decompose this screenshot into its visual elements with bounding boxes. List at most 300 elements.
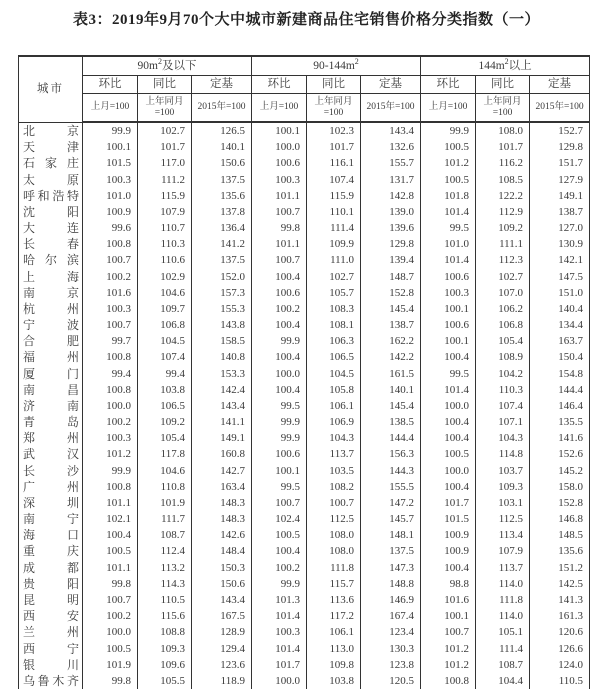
value-cell: 100.3 <box>252 624 307 640</box>
value-cell: 109.8 <box>307 657 361 673</box>
table-row <box>19 673 590 689</box>
value-cell: 99.8 <box>83 673 138 689</box>
metric-header-mom: 环比 <box>421 76 476 94</box>
value-cell: 145.4 <box>361 301 421 317</box>
table-row <box>19 252 590 268</box>
value-cell: 114.0 <box>476 608 530 624</box>
value-cell: 146.9 <box>361 592 421 608</box>
city-cell <box>19 269 83 285</box>
value-cell: 100.7 <box>421 624 476 640</box>
value-cell: 146.4 <box>530 398 590 414</box>
city-name: 郑 州 <box>23 431 79 446</box>
table-row <box>19 479 590 495</box>
table-row <box>19 349 590 365</box>
value-cell: 113.4 <box>476 527 530 543</box>
value-cell: 153.3 <box>192 366 252 382</box>
value-cell: 102.7 <box>138 122 192 139</box>
city-name: 合 肥 <box>23 334 79 349</box>
value-cell: 110.7 <box>138 220 192 236</box>
base-header-prev-year: 上年同月=100 <box>307 94 361 123</box>
value-cell: 101.6 <box>83 285 138 301</box>
city-name: 北 京 <box>23 123 79 138</box>
value-cell: 151.0 <box>530 285 590 301</box>
city-name: 贵 阳 <box>23 576 79 591</box>
value-cell: 151.7 <box>530 155 590 171</box>
group-label-suffix: 以上 <box>508 60 532 72</box>
value-cell: 100.4 <box>421 430 476 446</box>
value-cell: 101.7 <box>307 139 361 155</box>
value-cell: 101.9 <box>138 495 192 511</box>
value-cell: 148.8 <box>361 576 421 592</box>
value-cell: 148.4 <box>192 543 252 559</box>
value-cell: 110.3 <box>138 236 192 252</box>
value-cell: 106.8 <box>138 317 192 333</box>
value-cell: 138.7 <box>530 204 590 220</box>
value-cell: 116.2 <box>476 155 530 171</box>
value-cell: 108.7 <box>476 657 530 673</box>
table-row <box>19 624 590 640</box>
table-row <box>19 285 590 301</box>
value-cell: 142.6 <box>192 527 252 543</box>
group-label-suffix: 及以下 <box>161 60 197 72</box>
value-cell: 100.8 <box>421 673 476 689</box>
value-cell: 150.6 <box>192 576 252 592</box>
city-cell <box>19 463 83 479</box>
value-cell: 109.2 <box>476 220 530 236</box>
value-cell: 110.6 <box>138 252 192 268</box>
value-cell: 140.1 <box>361 382 421 398</box>
table-row <box>19 269 590 285</box>
value-cell: 108.8 <box>138 624 192 640</box>
value-cell: 112.9 <box>476 204 530 220</box>
city-name: 天 津 <box>23 140 79 155</box>
value-cell: 100.0 <box>83 398 138 414</box>
value-cell: 101.9 <box>83 657 138 673</box>
value-cell: 120.5 <box>361 673 421 689</box>
value-cell: 109.9 <box>307 236 361 252</box>
city-name: 太 原 <box>23 172 79 187</box>
value-cell: 148.1 <box>361 527 421 543</box>
value-cell: 100.3 <box>83 301 138 317</box>
city-cell <box>19 172 83 188</box>
value-cell: 100.9 <box>421 527 476 543</box>
value-cell: 103.8 <box>307 673 361 689</box>
value-cell: 127.0 <box>530 220 590 236</box>
base-header-2015: 2015年=100 <box>530 94 590 123</box>
table-header <box>19 56 590 122</box>
city-cell <box>19 641 83 657</box>
value-cell: 100.0 <box>83 624 138 640</box>
value-cell: 111.8 <box>307 560 361 576</box>
square-superscript: 2 <box>504 57 509 67</box>
value-cell: 100.4 <box>252 349 307 365</box>
value-cell: 99.9 <box>252 414 307 430</box>
value-cell: 103.1 <box>476 495 530 511</box>
metric-header-fixed-base: 定基 <box>192 76 252 94</box>
value-cell: 148.3 <box>192 495 252 511</box>
value-cell: 100.1 <box>252 122 307 139</box>
value-cell: 140.8 <box>192 349 252 365</box>
value-cell: 148.3 <box>192 511 252 527</box>
value-cell: 100.3 <box>83 172 138 188</box>
value-cell: 136.4 <box>192 220 252 236</box>
value-cell: 100.2 <box>252 560 307 576</box>
value-cell: 99.9 <box>83 122 138 139</box>
value-cell: 100.7 <box>252 495 307 511</box>
city-cell <box>19 139 83 155</box>
value-cell: 135.5 <box>530 414 590 430</box>
value-cell: 108.0 <box>476 122 530 139</box>
value-cell: 100.4 <box>252 317 307 333</box>
value-cell: 149.1 <box>530 188 590 204</box>
value-cell: 101.1 <box>252 188 307 204</box>
value-cell: 113.7 <box>307 446 361 462</box>
value-cell: 107.9 <box>476 543 530 559</box>
value-cell: 109.2 <box>138 414 192 430</box>
value-cell: 104.2 <box>476 366 530 382</box>
value-cell: 139.0 <box>361 204 421 220</box>
value-cell: 105.4 <box>476 333 530 349</box>
value-cell: 117.0 <box>138 155 192 171</box>
value-cell: 100.2 <box>252 301 307 317</box>
value-cell: 160.8 <box>192 446 252 462</box>
group-label: 90-144m <box>313 60 355 72</box>
value-cell: 110.1 <box>307 204 361 220</box>
table-row <box>19 122 590 139</box>
value-cell: 114.0 <box>476 576 530 592</box>
value-cell: 101.2 <box>421 155 476 171</box>
city-name: 长 春 <box>23 237 79 252</box>
city-cell <box>19 204 83 220</box>
value-cell: 161.5 <box>361 366 421 382</box>
value-cell: 147.2 <box>361 495 421 511</box>
value-cell: 109.3 <box>138 641 192 657</box>
value-cell: 111.2 <box>138 172 192 188</box>
value-cell: 100.4 <box>252 543 307 559</box>
city-cell <box>19 430 83 446</box>
base-header-prev-month: 上月=100 <box>83 94 138 123</box>
city-name: 南 京 <box>23 285 79 300</box>
value-cell: 103.8 <box>138 382 192 398</box>
city-cell <box>19 301 83 317</box>
value-cell: 158.0 <box>530 479 590 495</box>
value-cell: 139.4 <box>361 252 421 268</box>
value-cell: 102.9 <box>138 269 192 285</box>
city-name: 福 州 <box>23 350 79 365</box>
value-cell: 112.5 <box>307 511 361 527</box>
value-cell: 101.8 <box>421 188 476 204</box>
table-row <box>19 333 590 349</box>
value-cell: 157.3 <box>192 285 252 301</box>
base-header-prev-month: 上月=100 <box>421 94 476 123</box>
value-cell: 101.2 <box>421 641 476 657</box>
value-cell: 145.7 <box>361 511 421 527</box>
price-index-table <box>18 55 590 689</box>
city-cell <box>19 414 83 430</box>
table-row <box>19 495 590 511</box>
value-cell: 100.2 <box>83 269 138 285</box>
square-superscript: 2 <box>354 57 359 67</box>
city-name: 济 南 <box>23 398 79 413</box>
city-cell <box>19 155 83 171</box>
value-cell: 144.4 <box>361 430 421 446</box>
value-cell: 137.5 <box>361 543 421 559</box>
value-cell: 143.4 <box>192 592 252 608</box>
table-row <box>19 560 590 576</box>
value-cell: 101.3 <box>252 592 307 608</box>
city-cell <box>19 511 83 527</box>
value-cell: 100.5 <box>83 543 138 559</box>
value-cell: 135.6 <box>530 543 590 559</box>
value-cell: 108.3 <box>307 301 361 317</box>
city-cell <box>19 220 83 236</box>
value-cell: 106.5 <box>307 349 361 365</box>
value-cell: 100.8 <box>83 349 138 365</box>
value-cell: 106.3 <box>307 333 361 349</box>
value-cell: 111.0 <box>307 252 361 268</box>
value-cell: 128.9 <box>192 624 252 640</box>
value-cell: 142.2 <box>361 349 421 365</box>
value-cell: 147.5 <box>530 269 590 285</box>
city-cell <box>19 673 83 689</box>
value-cell: 107.9 <box>138 204 192 220</box>
value-cell: 102.7 <box>476 269 530 285</box>
city-name: 长 沙 <box>23 463 79 478</box>
value-cell: 100.8 <box>83 236 138 252</box>
city-cell <box>19 592 83 608</box>
value-cell: 109.3 <box>476 479 530 495</box>
value-cell: 100.8 <box>83 382 138 398</box>
city-name: 大 连 <box>23 221 79 236</box>
value-cell: 110.5 <box>530 673 590 689</box>
value-cell: 132.6 <box>361 139 421 155</box>
value-cell: 101.4 <box>421 382 476 398</box>
table-row <box>19 317 590 333</box>
city-name: 银 川 <box>23 657 79 672</box>
value-cell: 106.1 <box>307 624 361 640</box>
value-cell: 155.7 <box>361 155 421 171</box>
value-cell: 100.6 <box>252 285 307 301</box>
table-row <box>19 641 590 657</box>
group-header-144-above <box>421 56 590 76</box>
table-row <box>19 527 590 543</box>
value-cell: 142.1 <box>530 252 590 268</box>
value-cell: 167.5 <box>192 608 252 624</box>
value-cell: 141.3 <box>530 592 590 608</box>
value-cell: 99.5 <box>252 398 307 414</box>
value-cell: 100.5 <box>421 446 476 462</box>
city-cell <box>19 527 83 543</box>
city-cell <box>19 317 83 333</box>
value-cell: 100.1 <box>421 301 476 317</box>
value-cell: 101.5 <box>83 155 138 171</box>
value-cell: 100.7 <box>252 204 307 220</box>
value-cell: 134.4 <box>530 317 590 333</box>
value-cell: 163.4 <box>192 479 252 495</box>
city-cell <box>19 446 83 462</box>
city-name: 青 岛 <box>23 415 79 430</box>
value-cell: 101.2 <box>421 657 476 673</box>
value-cell: 110.5 <box>138 592 192 608</box>
group-header-90-and-below <box>83 56 252 76</box>
city-name: 石 家 庄 <box>23 156 79 171</box>
value-cell: 147.3 <box>361 560 421 576</box>
value-cell: 143.8 <box>192 317 252 333</box>
value-cell: 152.8 <box>361 285 421 301</box>
table-row <box>19 543 590 559</box>
value-cell: 101.4 <box>252 641 307 657</box>
value-cell: 108.0 <box>307 543 361 559</box>
value-cell: 100.6 <box>421 317 476 333</box>
value-cell: 152.8 <box>530 495 590 511</box>
value-cell: 126.6 <box>530 641 590 657</box>
value-cell: 150.6 <box>192 155 252 171</box>
value-cell: 100.2 <box>83 608 138 624</box>
value-cell: 101.1 <box>83 495 138 511</box>
value-cell: 100.0 <box>252 673 307 689</box>
value-cell: 101.2 <box>83 446 138 462</box>
value-cell: 100.3 <box>421 285 476 301</box>
value-cell: 107.1 <box>476 414 530 430</box>
value-cell: 150.3 <box>192 560 252 576</box>
value-cell: 101.7 <box>252 657 307 673</box>
value-cell: 117.8 <box>138 446 192 462</box>
value-cell: 99.9 <box>421 122 476 139</box>
city-name: 哈 尔 滨 <box>23 253 79 268</box>
value-cell: 100.7 <box>83 252 138 268</box>
value-cell: 111.7 <box>138 511 192 527</box>
city-cell <box>19 608 83 624</box>
value-cell: 100.0 <box>421 398 476 414</box>
table-row <box>19 463 590 479</box>
value-cell: 104.5 <box>138 333 192 349</box>
value-cell: 158.5 <box>192 333 252 349</box>
value-cell: 138.7 <box>361 317 421 333</box>
value-cell: 101.7 <box>138 139 192 155</box>
base-header-prev-year: 上年同月=100 <box>138 94 192 123</box>
value-cell: 100.6 <box>252 446 307 462</box>
value-cell: 105.4 <box>138 430 192 446</box>
value-cell: 152.6 <box>530 446 590 462</box>
value-cell: 100.7 <box>307 495 361 511</box>
city-cell <box>19 366 83 382</box>
table-row <box>19 366 590 382</box>
table-row <box>19 414 590 430</box>
value-cell: 113.0 <box>307 641 361 657</box>
table-row <box>19 446 590 462</box>
table-row <box>19 188 590 204</box>
metric-header-fixed-base: 定基 <box>361 76 421 94</box>
value-cell: 124.0 <box>530 657 590 673</box>
value-cell: 100.9 <box>83 204 138 220</box>
value-cell: 104.3 <box>307 430 361 446</box>
value-cell: 101.4 <box>421 252 476 268</box>
value-cell: 115.9 <box>307 188 361 204</box>
city-column-header: 城市 <box>19 56 83 122</box>
value-cell: 111.4 <box>307 220 361 236</box>
value-cell: 162.2 <box>361 333 421 349</box>
metric-header-mom: 环比 <box>83 76 138 94</box>
value-cell: 111.1 <box>476 236 530 252</box>
metric-header-row <box>19 76 590 94</box>
table-row <box>19 236 590 252</box>
value-cell: 100.5 <box>421 172 476 188</box>
city-name: 重 庆 <box>23 544 79 559</box>
value-cell: 101.6 <box>421 592 476 608</box>
city-name: 上 海 <box>23 269 79 284</box>
value-cell: 100.4 <box>421 414 476 430</box>
city-cell <box>19 122 83 139</box>
value-cell: 106.1 <box>307 398 361 414</box>
value-cell: 112.5 <box>476 511 530 527</box>
value-cell: 131.7 <box>361 172 421 188</box>
value-cell: 137.5 <box>192 172 252 188</box>
city-name: 海 口 <box>23 528 79 543</box>
value-cell: 101.0 <box>83 188 138 204</box>
city-cell <box>19 188 83 204</box>
value-cell: 109.6 <box>138 657 192 673</box>
value-cell: 149.1 <box>192 430 252 446</box>
value-cell: 100.4 <box>252 382 307 398</box>
city-name: 西 安 <box>23 609 79 624</box>
city-cell <box>19 382 83 398</box>
value-cell: 100.4 <box>421 560 476 576</box>
value-cell: 152.7 <box>530 122 590 139</box>
value-cell: 101.7 <box>421 495 476 511</box>
value-cell: 100.7 <box>252 252 307 268</box>
city-cell <box>19 285 83 301</box>
value-cell: 108.5 <box>476 172 530 188</box>
value-cell: 101.5 <box>421 511 476 527</box>
city-name: 武 汉 <box>23 447 79 462</box>
value-cell: 100.3 <box>83 430 138 446</box>
value-cell: 100.4 <box>252 269 307 285</box>
city-name: 南 昌 <box>23 382 79 397</box>
city-name: 成 都 <box>23 560 79 575</box>
value-cell: 103.5 <box>307 463 361 479</box>
value-cell: 109.7 <box>138 301 192 317</box>
page-title: 表3：2019年9月70个大中城市新建商品住宅销售价格分类指数（一） <box>72 12 540 28</box>
value-cell: 100.1 <box>421 333 476 349</box>
group-label: 90m <box>137 60 158 72</box>
value-cell: 107.4 <box>138 349 192 365</box>
value-cell: 107.4 <box>307 172 361 188</box>
value-cell: 167.4 <box>361 608 421 624</box>
metric-header-yoy: 同比 <box>476 76 530 94</box>
value-cell: 102.1 <box>83 511 138 527</box>
table-row <box>19 172 590 188</box>
value-cell: 126.5 <box>192 122 252 139</box>
value-cell: 104.5 <box>307 366 361 382</box>
table-row <box>19 608 590 624</box>
value-cell: 113.6 <box>307 592 361 608</box>
value-cell: 100.8 <box>83 479 138 495</box>
value-cell: 100.1 <box>252 463 307 479</box>
value-cell: 101.4 <box>421 204 476 220</box>
table-row <box>19 398 590 414</box>
value-cell: 100.6 <box>421 269 476 285</box>
city-cell <box>19 624 83 640</box>
value-cell: 105.7 <box>307 285 361 301</box>
value-cell: 105.5 <box>138 673 192 689</box>
value-cell: 100.5 <box>252 527 307 543</box>
value-cell: 99.8 <box>252 220 307 236</box>
value-cell: 148.7 <box>361 269 421 285</box>
group-label: 144m <box>478 60 505 72</box>
city-name: 乌 鲁 木 齐 <box>23 673 79 688</box>
value-cell: 101.4 <box>252 608 307 624</box>
table-row <box>19 155 590 171</box>
